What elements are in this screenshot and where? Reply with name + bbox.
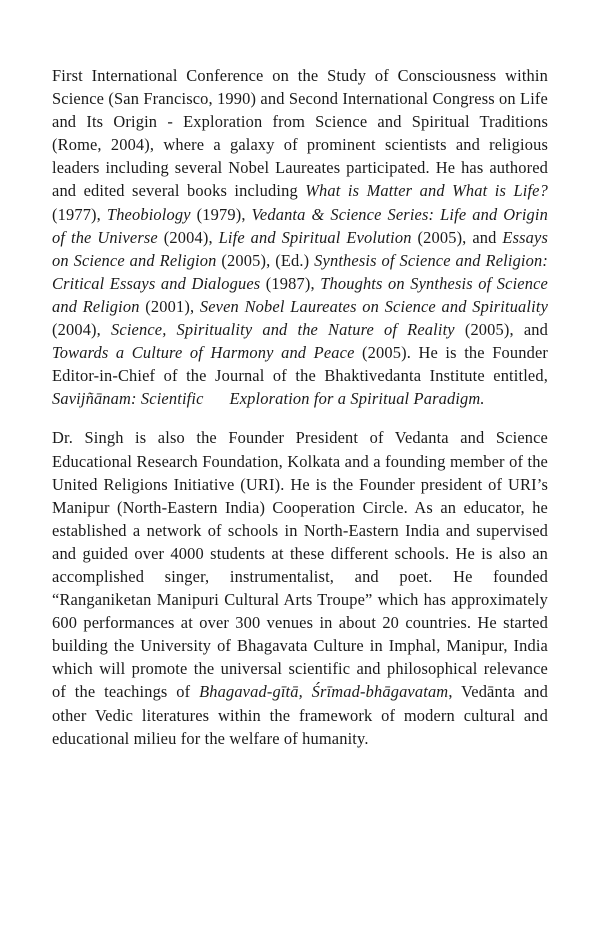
title-italic: Life and Spiritual Evolution (218, 227, 412, 247)
title-italic: Thoughts on Synthesis of Science and Religion (52, 273, 548, 316)
title-italic: Essays on Science and Religion (52, 227, 549, 270)
title-italic: Bhagavad-gītā, Śrīmad-bhāgavatam (199, 682, 449, 702)
title-italic: Towards a Culture of Harmony and Peace (52, 343, 355, 363)
title-italic: . (480, 389, 485, 409)
paragraph-biography-publications: First International Conference on the Study of Consciousness within Science (San Francisco, 1990) and Second International Congress on Life and Its Origin - Exploration from Science and Spiritual Traditions (Rome, 2004), where a galaxy of prominent scientists and religious leaders including several Nobel Laureates participated. He has authored and edited several books including What is Matter and What is Life? (1977), Theobiology (1979), Vedanta & Science Series: Life and Origin of the Universe (2004), Life and Spiritual Evolution (2005), and Essays on Science and Religion (2005), (Ed.) Synthesis of Science and Religion: Critical Essays and Dialogues (1987), Thoughts on Synthesis of Science and Religion (2001), Seven Nobel Laureates on Science and Spirituality (2004), Science, Spirituality and the Nature of Reality (2005), and Towards a Culture of Harmony and Peace (2005). He is the Founder Editor-in-Chief of the Journal of the Bhaktivedanta Institute entitled, Savijñānam: Scientific Exploration for a Spiritual Paradigm. (52, 66, 549, 409)
title-italic: Exploration for a Spiritual Paradigm (229, 389, 481, 409)
title-italic: Savijñānam: Scientific (52, 389, 204, 409)
title-italic: Seven Nobel Laureates on Science and Spirituality (199, 296, 549, 316)
title-italic: Theobiology (106, 204, 191, 224)
title-italic: Synthesis of Science and Religion: Critical Essays and Dialogues (52, 250, 548, 293)
paragraph-biography-institutions: Dr. Singh is also the Founder President of Vedanta and Science Educational Research Foundation, Kolkata and a founding member of the United Religions Initiative (URI). He is the Founder president of URI’s Manipur (North-Eastern India) Cooperation Circle. As an educator, he established a network of schools in North-Eastern India and supervised and guided over 4000 students at these different schools. He is also an accomplished singer, instrumentalist, and poet. He founded “Ranganiketan Manipuri Cultural Arts Troupe” which has approximately 600 performances at over 300 venues in about 20 countries. He started building the University of Bhagavata Culture in Imphal, Manipur, India which will promote the universal scientific and philosophical relevance of the teachings of Bhagavad-gītā, Śrīmad-bhāgavatam, Vedānta and other Vedic literatures within the framework of modern cultural and educational milieu for the welfare of humanity. (52, 428, 548, 748)
text-column (52, 64, 548, 750)
title-italic: Vedanta & Science Series: Life and Origin of the Universe (52, 204, 548, 247)
title-italic: What is Matter and What is Life? (305, 181, 548, 201)
title-italic: Science, Spirituality and the Nature of Reality (111, 320, 455, 340)
